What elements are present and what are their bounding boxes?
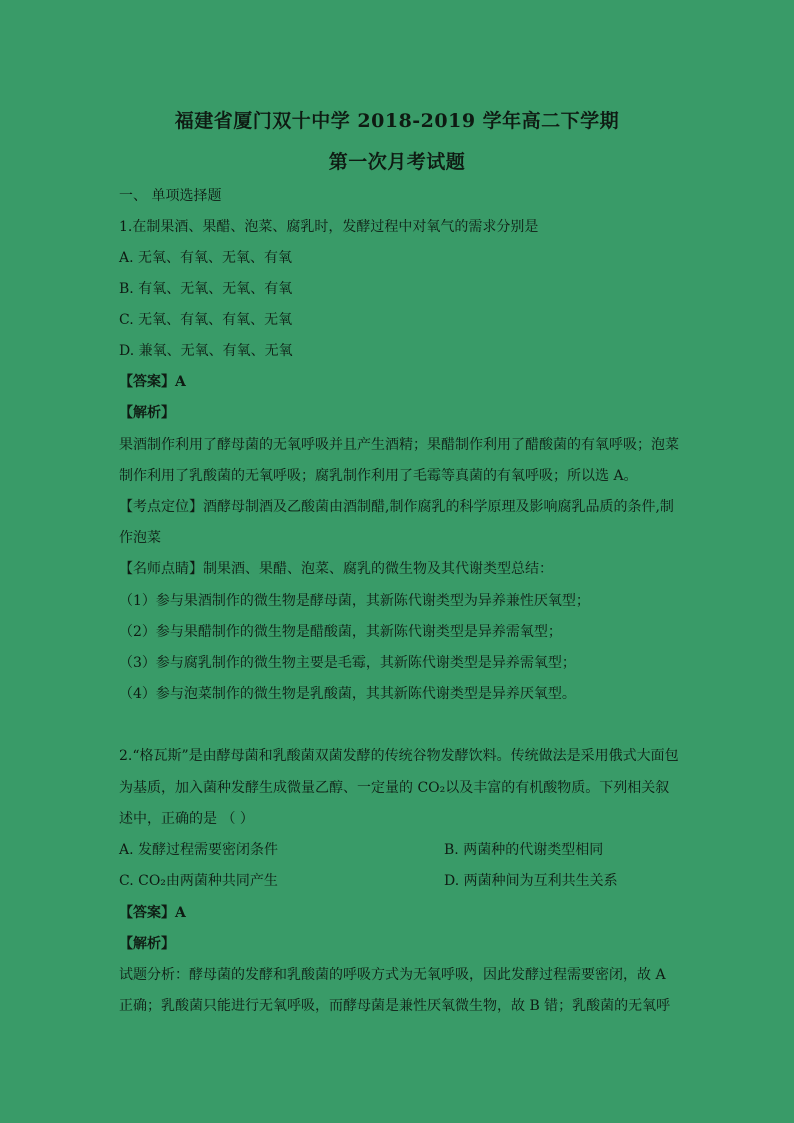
question-1-teacher-note: （3）参与腐乳制作的微生物主要是毛霉，其新陈代谢类型是异养需氧型； [119,655,576,671]
question-2-stem: 2.“格瓦斯”是由酵母菌和乳酸菌双菌发酵的传统谷物发酵饮料。传统做法是采用俄式大面包 [119,748,679,764]
document-subtitle: 第一次月考试题 [328,151,466,173]
question-1-key-point: 【考点定位】酒酵母制酒及乙酸菌由酒制醋,制作腐乳的科学原理及影响腐乳品质的条件,制 [119,499,674,515]
question-2-analysis-line: 试题分析：酵母菌的发酵和乳酸菌的呼吸方式为无氧呼吸，因此发酵过程需要密闭，故 A [119,967,666,983]
document-title: 福建省厦门双十中学 2018-2019 学年高二下学期 [174,110,620,132]
question-1-teacher-note: （4）参与泡菜制作的微生物是乳酸菌，其其新陈代谢类型是异养厌氧型。 [119,686,576,702]
question-2-option-d: D. 两菌种间为互利共生关系 [444,873,618,889]
question-1-teacher-note: （1）参与果酒制作的微生物是酵母菌，其新陈代谢类型为异养兼性厌氧型； [119,593,590,609]
question-1-stem: 1.在制果酒、果醋、泡菜、腐乳时，发酵过程中对氧气的需求分别是 [119,219,539,235]
question-1-key-point: 作泡菜 [119,530,161,546]
question-2-stem: 述中，正确的是 （ ） [119,811,254,827]
question-2-answer: 【答案】A [119,905,186,921]
question-1-analysis-label: 【解析】 [119,405,175,421]
question-1-option-b: B. 有氧、无氧、无氧、有氧 [119,281,293,297]
question-1-option-c: C. 无氧、有氧、有氧、无氧 [119,312,293,328]
question-2-option-a: A. 发酵过程需要密闭条件 [119,842,279,858]
question-1-analysis-line: 制作利用了乳酸菌的无氧呼吸；腐乳制作利用了毛霉等真菌的有氧呼吸；所以选 A。 [119,468,638,484]
question-2-option-b: B. 两菌种的代谢类型相同 [444,842,604,858]
question-1-analysis-line: 果酒制作利用了酵母菌的无氧呼吸并且产生酒精；果醋制作利用了醋酸菌的有氧呼吸；泡菜 [119,437,679,453]
question-1-answer: 【答案】A [119,374,186,390]
question-2-option-c: C. CO₂由两菌种共同产生 [119,873,278,889]
question-1-teacher-note: （2）参与果醋制作的微生物是醋酸菌，其新陈代谢类型是异养需氧型； [119,624,562,640]
question-1-teacher-note: 【名师点睛】制果酒、果醋、泡菜、腐乳的微生物及其代谢类型总结： [119,561,553,577]
question-2-analysis-label: 【解析】 [119,936,175,952]
question-1-option-a: A. 无氧、有氧、无氧、有氧 [119,250,293,266]
section-heading: 一、 单项选择题 [119,188,222,204]
question-1-option-d: D. 兼氧、无氧、有氧、无氧 [119,343,293,359]
question-2-stem: 为基质，加入菌种发酵生成微量乙醇、一定量的 CO₂以及丰富的有机酸物质。下列相关叙 [119,780,670,796]
question-2-analysis-line: 正确；乳酸菌只能进行无氧呼吸，而酵母菌是兼性厌氧微生物，故 B 错；乳酸菌的无氧呼 [119,998,671,1014]
